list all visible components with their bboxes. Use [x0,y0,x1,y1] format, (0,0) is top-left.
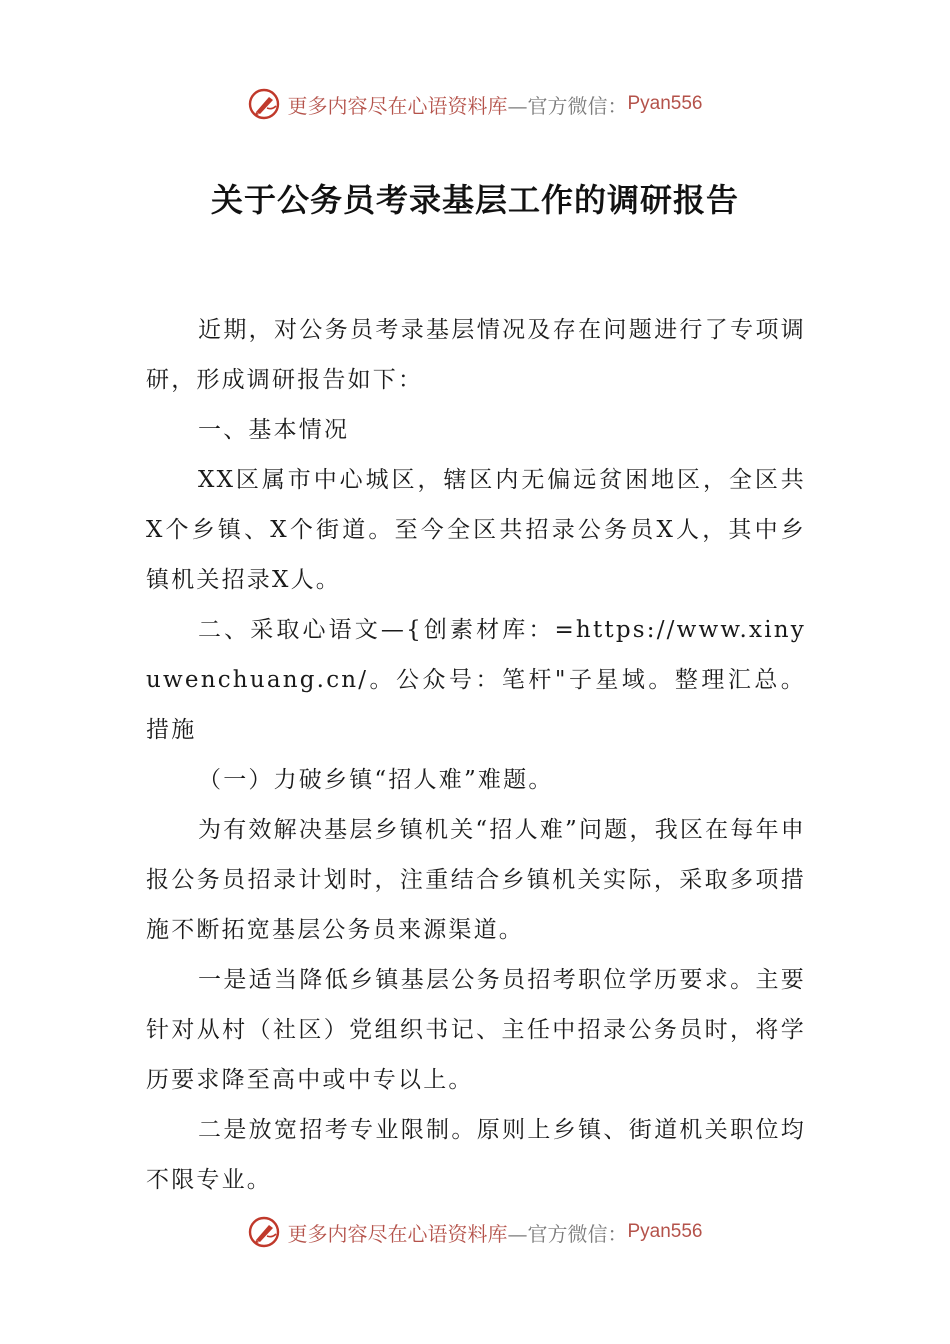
paragraph: 一、基本情况 [198,417,350,443]
paragraph: XX区属市中心城区，辖区内无偏远贫困地区，全区共X个乡镇、X个街道。至今全区共招录公务员X人，其中乡镇机关招录X人。 [146,467,806,593]
header-watermark [0,84,950,124]
footer-watermark [0,1212,950,1252]
page-title: 关于公务员考录基层工作的调研报告 [210,181,739,219]
paragraph: 近期，对公务员考录基层情况及存在问题进行了专项调研，形成调研报告如下： [146,317,806,393]
pen-logo-icon [247,87,281,121]
paragraph: （一）力破乡镇“招人难”难题。 [198,767,554,793]
watermark-wechat-label: —官方微信： [507,93,628,118]
document-body [146,305,806,1205]
paragraph: 一是适当降低乡镇基层公务员招考职位学历要求。主要针对从村（社区）党组织书记、主任中招录公务员时，将学历要求降至高中或中专以上。 [146,967,806,1093]
watermark-text: 更多内容尽在心语资料库 [287,1221,508,1246]
pen-logo-icon [247,1215,281,1249]
watermark-wechat-label: —官方微信： [507,1221,628,1246]
paragraph: 为有效解决基层乡镇机关“招人难”问题，我区在每年申报公务员招录计划时，注重结合乡镇机关实际，采取多项措施不断拓宽基层公务员来源渠道。 [146,817,806,943]
paragraph: 二、采取心语文—{创素材库：=https://www.xinyuwenchuang.cn/。公众号：笔杆"子星域。整理汇总。措施 [146,617,806,743]
watermark-wechat-id: Pyan556 [627,1221,703,1242]
watermark-text: 更多内容尽在心语资料库 [287,93,508,118]
paragraph: 二是放宽招考专业限制。原则上乡镇、街道机关职位均不限专业。 [146,1117,806,1193]
watermark-wechat-id: Pyan556 [627,93,703,114]
